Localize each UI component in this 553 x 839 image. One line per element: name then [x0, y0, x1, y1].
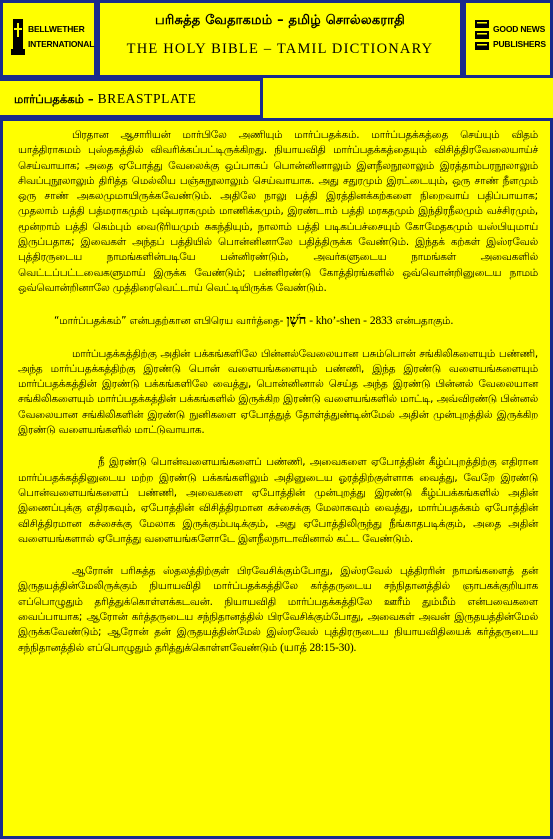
- book-stack-icon: [474, 17, 490, 57]
- hebrew-suffix: என்பதாகும்.: [395, 315, 454, 328]
- hebrew-word-paragraph: [18, 313, 538, 329]
- topic-tamil: மார்ப்பதக்கம்: [14, 92, 84, 106]
- paragraph-2: மார்ப்பதக்கத்திற்கு அதின் பக்கங்களிலே பின்னல்வேலையான பசும்பொன் சங்கிலிகளையும் பண்ணி, அந்த மார்ப்பதக்கத்திற்கு இரண்டு பொன் வளையங்களையும் பண்ணி, இந்த இரண்டு வளையங்களையும் மார்ப்பதக்கத்தின் இரண்டு பக்கங்களிலே வைத்து, பொன்னினால் செய்த அந்த இரண்டு பின்னல் வேலையான சங்கிலிகளையும் மார்ப்பதக்கத்தின் பக்கங்களில் இருக்கிற இரண்டு வளையங்களில் மாட்டி, அவ்விரண்டு பின்னல் வேலையான சங்கிலிகளின் இரண்டு நுனிகளை ஏபோத்துத் தோள்த்துண்டின்மேல் அதின் முன்புறத்தில் இருக்கிற இரண்டு வளையங்களில் மாட்டுவாயாக.: [18, 347, 538, 437]
- topic-dash: –: [87, 92, 94, 106]
- bellwether-logo: [11, 17, 94, 57]
- paragraph-4-text: ஆரோன் பரிசுத்த ஸ்தலத்திற்குள் பிரவேசிக்கும்போது, இஸ்ரவேல் புத்திரரின் நாமங்களைத் தன் இருதயத்தின்மேலிருக்கும் நியாயவிதி மார்ப்பதக்கத்திலே கர்த்தருடைய சந்நிதானத்தில் ஞாபகக்குறியாக எப்பொழுதும் தரித்துக்கொள்ளக்கடவன். நியாயவிதி மார்ப்பதக்கத்திலே ஊரீம் தும்மீம் என்பவைகளை வைப்பாயாக; ஆரோன் கர்த்தருடைய சந்நிதானத்தில் பிரவேசிக்கும்போது, அவைகள் அவன் இருதயத்தின்மேல் இருக்கவேண்டும்; ஆரோன் தன் இருதயத்தின்மேல் இஸ்ரவேல் புத்திரருடைய நியாயவிதியைக் கர்த்தருடைய சந்நிதானத்தில் எப்பொழுதும் தரித்துக்கொள்ளவேண்டும்: [18, 565, 538, 654]
- english-title: THE HOLY BIBLE – TAMIL DICTIONARY: [126, 41, 434, 57]
- tamil-title: பரிசுத்த வேதாகமம் – தமிழ் சொல்லகராதி: [155, 13, 405, 28]
- bellwether-logo-box: [0, 0, 97, 78]
- scripture-reference: (யாத் 28:15-30).: [280, 641, 357, 654]
- topic-heading: [14, 91, 196, 108]
- definition-body: [0, 118, 553, 839]
- bible-icon: [11, 17, 25, 57]
- strongs-number: 2833: [369, 315, 393, 328]
- topic-box: [0, 78, 263, 118]
- topic-english: BREASTPLATE: [97, 91, 197, 106]
- transliteration: - kho’-shen -: [309, 315, 367, 328]
- paragraph-1: பிரதான ஆசாரியன் மார்பிலே அணியும் மார்ப்பதக்கம். மார்ப்பதக்கத்தை செய்யும் விதம் யாத்திராகமம் புஸ்தகத்தில் விவரிக்கப்பட்டிருக்கிறது. நியாயவிதி மார்ப்பதக்கத்தையும் விசித்திரவேலையாய்ச் செய்வாயாக; அதை ஏபோத்து வேலைக்கு ஒப்பாகப் பொன்னினாலும் இளநீலநூலாலும் இரத்தாம்பரநூலாலும் சிவப்புநூலாலும் திரித்த மெல்லிய பஞ்சுநூலாலும் செய்வாயாக. அது சதுரமும் இரட்டையும், ஒரு சாண் நீளமும் ஒரு சாண் அகலமுமாயிருக்கவேண்டும். அதிலே நாலு பத்தி இரத்தினக்கற்களை நிறைவாய் பதிப்பாயாக; முதலாம் பத்தி பத்மராகமும் புஷ்பராகமும் மாணிக்கமும், இரண்டாம் பத்தி மரகதமும் இந்திரநீலமும் வச்சிரமும், மூன்றாம் பத்தி கெம்பும் வைடூரியமும் சுகந்தியும், நாலாம் பத்தி படிகப்பச்சையும் கோமேதகமும் யஸ்பியுமாய் இருப்பதாக; இவைகள் அந்தப் பத்தியில் பொன்னினாலே பதித்திருக்க வேண்டும். இந்தக் கற்கள் இஸ்ரவேல் புத்திரருடைய நாமங்களின்படியே பன்னிரண்டும், அவர்களுடைய நாமங்கள் அவைகளில் வெட்டப்பட்டவைகளுமாய் இருக்க வேண்டும்; பன்னிரண்டு கோத்திரங்களில் ஒவ்வொன்றினுடைய நாமம் ஒவ்வொன்றினாலே முத்திரைவெட்டாய் வெட்டியிருக்க வேண்டும்.: [18, 129, 538, 294]
- good-news-logo-box: [463, 0, 553, 78]
- left-logo-line1: BELLWETHER: [28, 24, 85, 34]
- right-logo-line1: GOOD NEWS: [493, 24, 546, 34]
- hebrew-prefix: “மார்ப்பதக்கம்” என்பதற்கான எபிரெய வார்த்தை-: [54, 315, 284, 328]
- paragraph-3: நீ இரண்டு பொன்வளையங்களைப் பண்ணி, அவைகளை ஏபோத்தின் கீழ்ப்புறத்திற்கு எதிரான மார்ப்பதக்கத்தினுடைய மற்ற இரண்டு பக்கங்களிலும் அதினுடைய ஓரத்திற்குள்ளாக வைத்து, வேறே இரண்டு பொன்வளையங்களைப் பண்ணி, அவைகளை ஏபோத்தின் முன்புறத்து இரண்டு கீழ்ப்பக்கங்களில் அதின் இணைப்புக்கு எதிரகவும், ஏபோத்தின் விசித்திரமான கச்சைக்கு மேலாகவும் வைத்து, மார்ப்பதக்கம் ஏபோத்தின் விசித்திரமான கச்சைக்கு மேலாக இருக்கும்படிக்கும், அது ஏபோத்திலிருந்து நீங்காதபடிக்கும், அதை அதின் வளையங்களால் ஏபோத்து வளையங்களோடே இளநீலநாடாவினால் கட்ட வேண்டும்.: [18, 456, 538, 545]
- good-news-logo: [474, 17, 546, 57]
- right-logo-line2: PUBLISHERS: [493, 39, 546, 49]
- title-box: [97, 0, 463, 78]
- paragraph-4: [18, 564, 538, 656]
- hebrew-word: חֹשֶׁן: [286, 313, 307, 329]
- left-logo-line2: INTERNATIONAL: [28, 39, 95, 49]
